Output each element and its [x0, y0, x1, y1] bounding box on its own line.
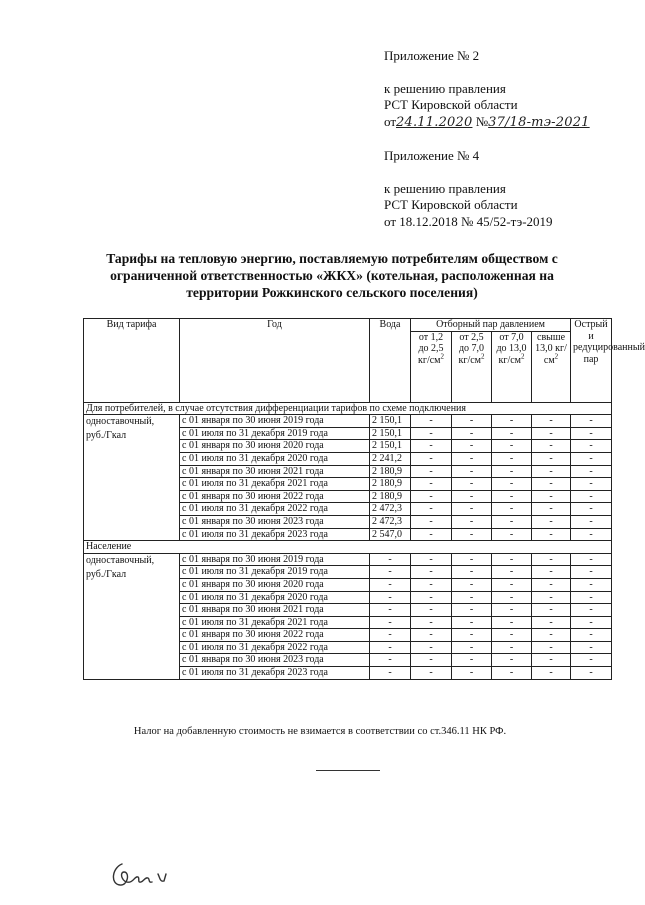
- steam-tariff-cell: -: [411, 629, 452, 642]
- steam-tariff-cell: -: [452, 641, 492, 654]
- steam-tariff-cell: -: [452, 604, 492, 617]
- steam-tariff-cell: -: [411, 578, 452, 591]
- steam-tariff-cell: -: [411, 641, 452, 654]
- water-tariff-cell: -: [370, 578, 411, 591]
- annex-2-number-sign: №: [475, 113, 489, 129]
- steam-tariff-cell: -: [571, 465, 612, 478]
- tariff-type-unit: руб./Гкал: [86, 430, 127, 442]
- steam-tariff-cell: -: [492, 604, 532, 617]
- title-line: Тарифы на тепловую энергию, поставляемую потребителям обществом с: [106, 251, 558, 266]
- water-tariff-cell: 2 150,1: [370, 415, 411, 428]
- steam-tariff-cell: -: [532, 604, 571, 617]
- header-pressure-4-label: свыше 13,0 кг/см: [535, 331, 567, 366]
- tariff-type-label: одноставочный,: [86, 554, 155, 566]
- water-tariff-cell: -: [370, 667, 411, 680]
- steam-tariff-cell: -: [452, 528, 492, 541]
- period-cell: с 01 июля по 31 декабря 2022 года: [180, 503, 370, 516]
- header-pressure-3-sup: 2: [521, 352, 525, 361]
- annex-2-block: [384, 48, 590, 131]
- period-cell: с 01 января по 30 июня 2019 года: [180, 553, 370, 566]
- header-selected-steam: Отборный пар давлением: [411, 319, 571, 332]
- annex-4-decision-line: к решению правления: [384, 180, 506, 196]
- steam-tariff-cell: -: [452, 465, 492, 478]
- period-cell: с 01 июля по 31 декабря 2019 года: [180, 566, 370, 579]
- steam-tariff-cell: -: [411, 440, 452, 453]
- tariff-type-unit: руб./Гкал: [86, 568, 127, 580]
- steam-tariff-cell: -: [452, 629, 492, 642]
- annex-4-date-line: от 18.12.2018 № 45/52-тэ-2019: [384, 213, 553, 229]
- water-tariff-cell: 2 150,1: [370, 440, 411, 453]
- water-tariff-cell: 2 150,1: [370, 427, 411, 440]
- steam-tariff-cell: -: [452, 427, 492, 440]
- steam-tariff-cell: -: [571, 440, 612, 453]
- steam-tariff-cell: -: [532, 578, 571, 591]
- steam-tariff-cell: -: [492, 616, 532, 629]
- header-year: Год: [180, 319, 370, 403]
- period-cell: с 01 июля по 31 декабря 2020 года: [180, 452, 370, 465]
- annex-2-handwritten-number: 37/18-тэ-2021: [488, 114, 590, 130]
- steam-tariff-cell: -: [492, 528, 532, 541]
- steam-tariff-cell: -: [532, 616, 571, 629]
- steam-tariff-cell: -: [532, 503, 571, 516]
- steam-tariff-cell: -: [532, 440, 571, 453]
- steam-tariff-cell: -: [532, 591, 571, 604]
- steam-tariff-cell: -: [452, 490, 492, 503]
- period-cell: с 01 июля по 31 декабря 2020 года: [180, 591, 370, 604]
- steam-tariff-cell: -: [492, 440, 532, 453]
- steam-tariff-cell: -: [532, 427, 571, 440]
- steam-tariff-cell: -: [532, 515, 571, 528]
- period-cell: с 01 января по 30 июня 2023 года: [180, 515, 370, 528]
- period-cell: с 01 января по 30 июня 2020 года: [180, 578, 370, 591]
- water-tariff-cell: -: [370, 604, 411, 617]
- steam-tariff-cell: -: [452, 591, 492, 604]
- steam-tariff-cell: -: [452, 415, 492, 428]
- steam-tariff-cell: -: [571, 566, 612, 579]
- header-pressure-2-label: от 2,5 до 7,0 кг/см: [458, 331, 485, 366]
- header-sharp-steam: Острый и редуцированный пар: [571, 319, 612, 403]
- document-title: [70, 250, 594, 301]
- water-tariff-cell: -: [370, 616, 411, 629]
- steam-tariff-cell: -: [452, 566, 492, 579]
- period-cell: с 01 января по 30 июня 2022 года: [180, 490, 370, 503]
- steam-tariff-cell: -: [492, 503, 532, 516]
- steam-tariff-cell: -: [492, 427, 532, 440]
- period-cell: с 01 января по 30 июня 2022 года: [180, 629, 370, 642]
- steam-tariff-cell: -: [571, 528, 612, 541]
- water-tariff-cell: 2 472,3: [370, 515, 411, 528]
- tariff-type-label: одноставочный,: [86, 416, 155, 428]
- steam-tariff-cell: -: [571, 415, 612, 428]
- steam-tariff-cell: -: [532, 641, 571, 654]
- steam-tariff-cell: -: [492, 578, 532, 591]
- steam-tariff-cell: -: [571, 591, 612, 604]
- steam-tariff-cell: -: [452, 616, 492, 629]
- period-cell: с 01 января по 30 июня 2023 года: [180, 654, 370, 667]
- steam-tariff-cell: -: [452, 478, 492, 491]
- steam-tariff-cell: -: [492, 553, 532, 566]
- steam-tariff-cell: -: [571, 629, 612, 642]
- table-row: [84, 553, 612, 566]
- steam-tariff-cell: -: [411, 415, 452, 428]
- period-cell: с 01 июля по 31 декабря 2023 года: [180, 667, 370, 680]
- water-tariff-cell: -: [370, 641, 411, 654]
- steam-tariff-cell: -: [411, 490, 452, 503]
- steam-tariff-cell: -: [571, 490, 612, 503]
- annex-2-authority-line: РСТ Кировской области: [384, 97, 518, 112]
- steam-tariff-cell: -: [571, 503, 612, 516]
- consumers-tariff-type: [84, 415, 180, 541]
- steam-tariff-cell: -: [571, 616, 612, 629]
- steam-tariff-cell: -: [571, 654, 612, 667]
- annex-2-title: Приложение № 2: [384, 48, 480, 63]
- water-tariff-cell: 2 472,3: [370, 503, 411, 516]
- annex-2-handwritten-date: 24.11.2020: [396, 114, 473, 130]
- water-tariff-cell: 2 241,2: [370, 452, 411, 465]
- section-row-consumers: Для потребителей, в случае отсутствия дифференциации тарифов по схеме подключения: [84, 402, 612, 415]
- steam-tariff-cell: -: [492, 629, 532, 642]
- water-tariff-cell: -: [370, 654, 411, 667]
- steam-tariff-cell: -: [532, 629, 571, 642]
- steam-tariff-cell: -: [492, 566, 532, 579]
- steam-tariff-cell: -: [411, 427, 452, 440]
- steam-tariff-cell: -: [532, 478, 571, 491]
- header-pressure-1-sup: 2: [440, 352, 444, 361]
- steam-tariff-cell: -: [452, 515, 492, 528]
- steam-tariff-cell: -: [571, 478, 612, 491]
- steam-tariff-cell: -: [411, 654, 452, 667]
- annex-4-title: Приложение № 4: [384, 148, 480, 163]
- steam-tariff-cell: -: [411, 667, 452, 680]
- period-cell: с 01 июля по 31 декабря 2019 года: [180, 427, 370, 440]
- steam-tariff-cell: -: [411, 452, 452, 465]
- water-tariff-cell: -: [370, 553, 411, 566]
- steam-tariff-cell: -: [411, 604, 452, 617]
- steam-tariff-cell: -: [532, 566, 571, 579]
- period-cell: с 01 января по 30 июня 2021 года: [180, 465, 370, 478]
- steam-tariff-cell: -: [571, 641, 612, 654]
- tariff-table: [83, 318, 645, 680]
- header-water: Вода: [370, 319, 411, 403]
- end-divider: [316, 770, 380, 771]
- period-cell: с 01 января по 30 июня 2020 года: [180, 440, 370, 453]
- steam-tariff-cell: -: [492, 591, 532, 604]
- steam-tariff-cell: -: [452, 503, 492, 516]
- steam-tariff-cell: -: [411, 528, 452, 541]
- steam-tariff-cell: -: [492, 667, 532, 680]
- steam-tariff-cell: -: [492, 490, 532, 503]
- steam-tariff-cell: -: [532, 490, 571, 503]
- steam-tariff-cell: -: [532, 528, 571, 541]
- annex-4-authority-line: РСТ Кировской области: [384, 197, 518, 212]
- water-tariff-cell: -: [370, 629, 411, 642]
- steam-tariff-cell: -: [571, 553, 612, 566]
- steam-tariff-cell: -: [532, 415, 571, 428]
- water-tariff-cell: 2 180,9: [370, 490, 411, 503]
- header-pressure-4: [532, 331, 571, 402]
- header-pressure-1-label: от 1,2 до 2,5 кг/см: [417, 331, 444, 366]
- header-tariff-type: Вид тарифа: [84, 319, 180, 403]
- steam-tariff-cell: -: [571, 427, 612, 440]
- steam-tariff-cell: -: [571, 667, 612, 680]
- period-cell: с 01 января по 30 июня 2019 года: [180, 415, 370, 428]
- table-row: [84, 415, 612, 428]
- steam-tariff-cell: -: [411, 566, 452, 579]
- period-cell: с 01 января по 30 июня 2021 года: [180, 604, 370, 617]
- header-pressure-3: [492, 331, 532, 402]
- steam-tariff-cell: -: [571, 578, 612, 591]
- steam-tariff-cell: -: [532, 553, 571, 566]
- steam-tariff-cell: -: [571, 604, 612, 617]
- period-cell: с 01 июля по 31 декабря 2021 года: [180, 616, 370, 629]
- steam-tariff-cell: -: [411, 616, 452, 629]
- steam-tariff-cell: -: [492, 478, 532, 491]
- steam-tariff-cell: -: [411, 465, 452, 478]
- steam-tariff-cell: -: [492, 641, 532, 654]
- title-line: ограниченной ответственностью «ЖКХ» (котельная, расположенная на: [110, 268, 554, 283]
- title-line: территории Рожкинского сельского поселения): [186, 285, 478, 300]
- steam-tariff-cell: -: [411, 478, 452, 491]
- steam-tariff-cell: -: [532, 465, 571, 478]
- steam-tariff-cell: -: [411, 515, 452, 528]
- header-pressure-3-label: от 7,0 до 13,0 кг/см: [496, 331, 527, 366]
- steam-tariff-cell: -: [571, 452, 612, 465]
- steam-tariff-cell: -: [532, 452, 571, 465]
- water-tariff-cell: 2 547,0: [370, 528, 411, 541]
- steam-tariff-cell: -: [411, 553, 452, 566]
- steam-tariff-cell: -: [452, 452, 492, 465]
- steam-tariff-cell: -: [452, 578, 492, 591]
- steam-tariff-cell: -: [492, 654, 532, 667]
- steam-tariff-cell: -: [452, 440, 492, 453]
- water-tariff-cell: -: [370, 566, 411, 579]
- steam-tariff-cell: -: [452, 553, 492, 566]
- steam-tariff-cell: -: [492, 452, 532, 465]
- water-tariff-cell: -: [370, 591, 411, 604]
- period-cell: с 01 июля по 31 декабря 2022 года: [180, 641, 370, 654]
- annex-2-decision-line: к решению правления: [384, 80, 506, 96]
- annex-4-block: [384, 148, 553, 230]
- period-cell: с 01 июля по 31 декабря 2023 года: [180, 528, 370, 541]
- water-tariff-cell: 2 180,9: [370, 478, 411, 491]
- steam-tariff-cell: -: [452, 654, 492, 667]
- water-tariff-cell: 2 180,9: [370, 465, 411, 478]
- steam-tariff-cell: -: [411, 591, 452, 604]
- vat-footnote: Налог на добавленную стоимость не взимается в соответствии со ст.346.11 НК РФ.: [133, 726, 507, 737]
- header-pressure-1: [411, 331, 452, 402]
- signature: [108, 858, 184, 890]
- steam-tariff-cell: -: [452, 667, 492, 680]
- annex-2-date-line: [384, 114, 590, 132]
- steam-tariff-cell: -: [571, 515, 612, 528]
- header-pressure-4-sup: 2: [554, 352, 559, 361]
- annex-2-from: от: [384, 113, 397, 129]
- steam-tariff-cell: -: [492, 515, 532, 528]
- steam-tariff-cell: -: [532, 654, 571, 667]
- section-row-population: Население: [84, 541, 612, 554]
- steam-tariff-cell: -: [411, 503, 452, 516]
- header-pressure-2-sup: 2: [481, 352, 485, 361]
- steam-tariff-cell: -: [492, 465, 532, 478]
- period-cell: с 01 июля по 31 декабря 2021 года: [180, 478, 370, 491]
- steam-tariff-cell: -: [532, 667, 571, 680]
- population-tariff-type: [84, 553, 180, 679]
- header-pressure-2: [452, 331, 492, 402]
- steam-tariff-cell: -: [492, 415, 532, 428]
